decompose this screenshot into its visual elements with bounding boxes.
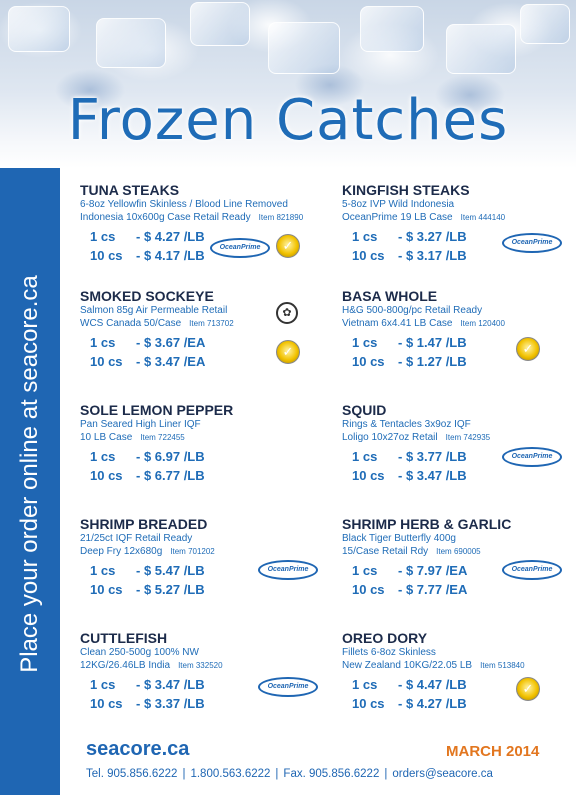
divider: | [384, 768, 388, 780]
price-row: 10 cs - $ 3.17 /LB [352, 248, 467, 263]
price-row: 10 cs - $ 6.77 /LB [90, 468, 205, 483]
price-row: 1 cs - $ 7.97 /EA [352, 563, 468, 578]
tel-number[interactable]: 905.856.6222 [107, 768, 178, 780]
ice-cube [268, 22, 340, 74]
product-desc: Rings & Tentacles 3x9oz IQF [342, 419, 471, 430]
product-cuttlefish [80, 630, 320, 713]
ice-header-image [0, 0, 576, 168]
product-name: SHRIMP BREADED [80, 516, 208, 532]
price-row: 10 cs - $ 1.27 /LB [352, 354, 467, 369]
item-number: Item 821890 [258, 213, 304, 222]
product-desc: Vietnam 6x4.41 LB Case Item 120400 [342, 318, 505, 329]
product-name: SMOKED SOCKEYE [80, 288, 214, 304]
item-number: Item 690005 [436, 547, 481, 556]
fax-label: Fax. [283, 768, 306, 780]
fair-trade-icon: ✿ [276, 302, 298, 324]
price-row: 1 cs - $ 3.67 /EA [90, 335, 206, 350]
ice-cube [190, 2, 250, 46]
product-shrimp-herb-garlic [342, 516, 576, 599]
product-desc: Black Tiger Butterfly 400g [342, 533, 456, 544]
product-desc: 10 LB Case Item 722455 [80, 432, 185, 443]
product-name: BASA WHOLE [342, 288, 438, 304]
product-basa-whole [342, 288, 576, 371]
oceanprime-logo: OceanPrime [258, 560, 318, 580]
price-row: 1 cs - $ 5.47 /LB [90, 563, 205, 578]
price-row: 1 cs - $ 3.47 /LB [90, 677, 205, 692]
sidebar-order-text[interactable]: Place your order online at seacore.ca [16, 275, 43, 673]
oceanprime-logo: OceanPrime [502, 233, 562, 253]
price-row: 10 cs - $ 7.77 /EA [352, 582, 468, 597]
price-row: 1 cs - $ 4.27 /LB [90, 229, 205, 244]
product-shrimp-breaded [80, 516, 320, 599]
product-desc: Salmon 85g Air Permeable Retail [80, 305, 228, 316]
product-sole-lemon-pepper [80, 402, 320, 485]
divider: | [275, 768, 279, 780]
product-desc: Loligo 10x27oz Retail Item 742935 [342, 432, 491, 443]
msc-certified-icon: ✓ [276, 340, 300, 364]
email-link[interactable]: orders@seacore.ca [392, 768, 493, 780]
ice-cube [446, 24, 516, 74]
product-desc: New Zealand 10KG/22.05 LB Item 513840 [342, 660, 525, 671]
product-desc: Clean 250-500g 100% NW [80, 647, 199, 658]
product-desc: Fillets 6-8oz Skinless [342, 647, 436, 658]
product-name: OREO DORY [342, 630, 428, 646]
product-desc: Indonesia 10x600g Case Retail Ready Item 821890 [80, 212, 304, 223]
oceanprime-logo: OceanPrime [502, 447, 562, 467]
product-name: KINGFISH STEAKS [342, 182, 470, 198]
price-row: 10 cs - $ 3.37 /LB [90, 696, 205, 711]
msc-certified-icon: ✓ [516, 337, 540, 361]
product-oreo-dory [342, 630, 576, 713]
product-name: SQUID [342, 402, 387, 418]
product-name: CUTTLEFISH [80, 630, 168, 646]
product-name: TUNA STEAKS [80, 182, 180, 198]
item-number: Item 722455 [140, 433, 185, 442]
item-number: Item 513840 [480, 661, 525, 670]
item-number: Item 701202 [170, 547, 215, 556]
ice-cube [96, 18, 166, 68]
msc-certified-icon: ✓ [276, 234, 300, 258]
product-desc: H&G 500-800g/pc Retail Ready [342, 305, 483, 316]
product-desc: Pan Seared High Liner IQF [80, 419, 201, 430]
price-row: 1 cs - $ 6.97 /LB [90, 449, 205, 464]
product-desc: 6-8oz Yellowfin Skinless / Blood Line Removed [80, 199, 288, 210]
price-row: 10 cs - $ 3.47 /LB [352, 468, 467, 483]
item-number: Item 332520 [178, 661, 223, 670]
tel-label: Tel. [86, 768, 104, 780]
product-desc: Deep Fry 12x680g Item 701202 [80, 546, 215, 557]
oceanprime-logo: OceanPrime [258, 677, 318, 697]
price-row: 1 cs - $ 3.27 /LB [352, 229, 467, 244]
item-number: Item 742935 [445, 433, 491, 442]
product-desc: OceanPrime 19 LB Case Item 444140 [342, 212, 506, 223]
item-number: Item 713702 [189, 319, 234, 328]
product-desc: 5-8oz IVP Wild Indonesia [342, 199, 455, 210]
flyer-date: MARCH 2014 [446, 743, 540, 760]
fax-number: 905.856.6222 [309, 768, 380, 780]
price-row: 1 cs - $ 4.47 /LB [352, 677, 467, 692]
price-row: 10 cs - $ 3.47 /EA [90, 354, 206, 369]
page-title: Frozen Catches [67, 88, 509, 153]
price-row: 10 cs - $ 4.17 /LB [90, 248, 205, 263]
product-name: SHRIMP HERB & GARLIC [342, 516, 512, 532]
ice-cube [8, 6, 70, 52]
product-squid [342, 402, 576, 485]
product-desc: 15/Case Retail Rdy Item 690005 [342, 546, 481, 557]
ice-cube [520, 4, 570, 44]
product-name: SOLE LEMON PEPPER [80, 402, 234, 418]
ice-cube [360, 6, 424, 52]
price-row: 10 cs - $ 4.27 /LB [352, 696, 467, 711]
price-row: 10 cs - $ 5.27 /LB [90, 582, 205, 597]
product-desc: 12KG/26.46LB India Item 332520 [80, 660, 223, 671]
msc-certified-icon: ✓ [516, 677, 540, 701]
oceanprime-logo: OceanPrime [210, 238, 270, 258]
contact-line [86, 768, 493, 780]
oceanprime-logo: OceanPrime [502, 560, 562, 580]
divider: | [182, 768, 186, 780]
product-desc: WCS Canada 50/Case Item 713702 [80, 318, 234, 329]
tollfree-number[interactable]: 1.800.563.6222 [190, 768, 271, 780]
item-number: Item 444140 [460, 213, 506, 222]
price-row: 1 cs - $ 3.77 /LB [352, 449, 467, 464]
website-link[interactable]: seacore.ca [86, 738, 190, 760]
item-number: Item 120400 [460, 319, 505, 328]
price-row: 1 cs - $ 1.47 /LB [352, 335, 467, 350]
product-desc: 21/25ct IQF Retail Ready [80, 533, 193, 544]
